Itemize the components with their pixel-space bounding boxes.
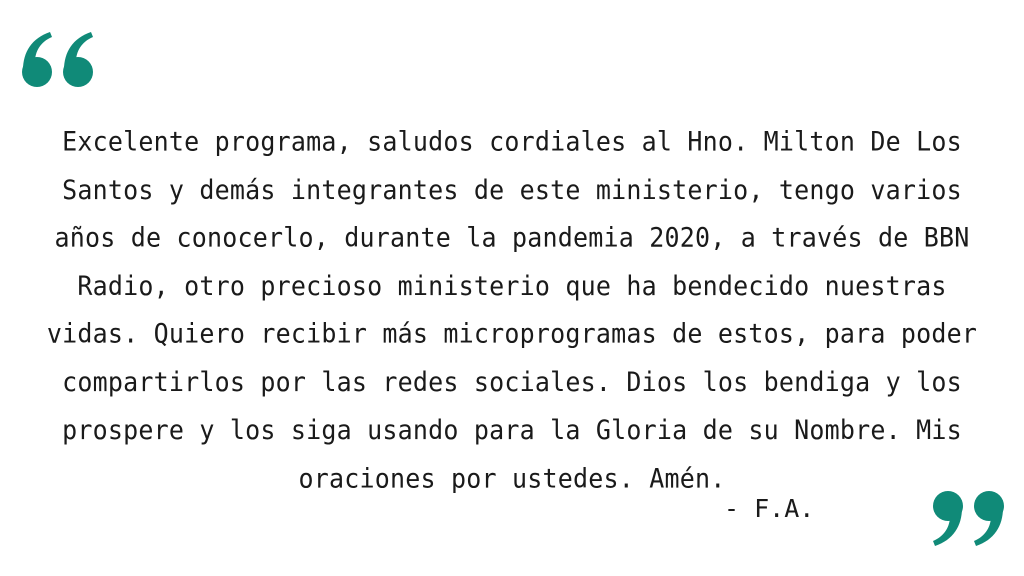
testimonial-text: Excelente programa, saludos cordiales al Hno. Milton De Los Santos y demás integrantes de este ministerio, tengo varios años de conocerlo, durante la pandemia 2020, a través de BBN Radio, otro precioso ministerio que ha bendecido nuestras vidas. Quiero recibir más microprogramas de estos, para poder compartirlos por las redes sociales. Dios los bendiga y los prospere y los siga usando para la Gloria de su Nombre. Mis oraciones por ustedes. Amén.	[46, 125, 978, 494]
open-quote-icon	[18, 30, 98, 88]
close-quote-icon	[928, 490, 1008, 548]
attribution-signature: - F.A.	[724, 494, 815, 523]
